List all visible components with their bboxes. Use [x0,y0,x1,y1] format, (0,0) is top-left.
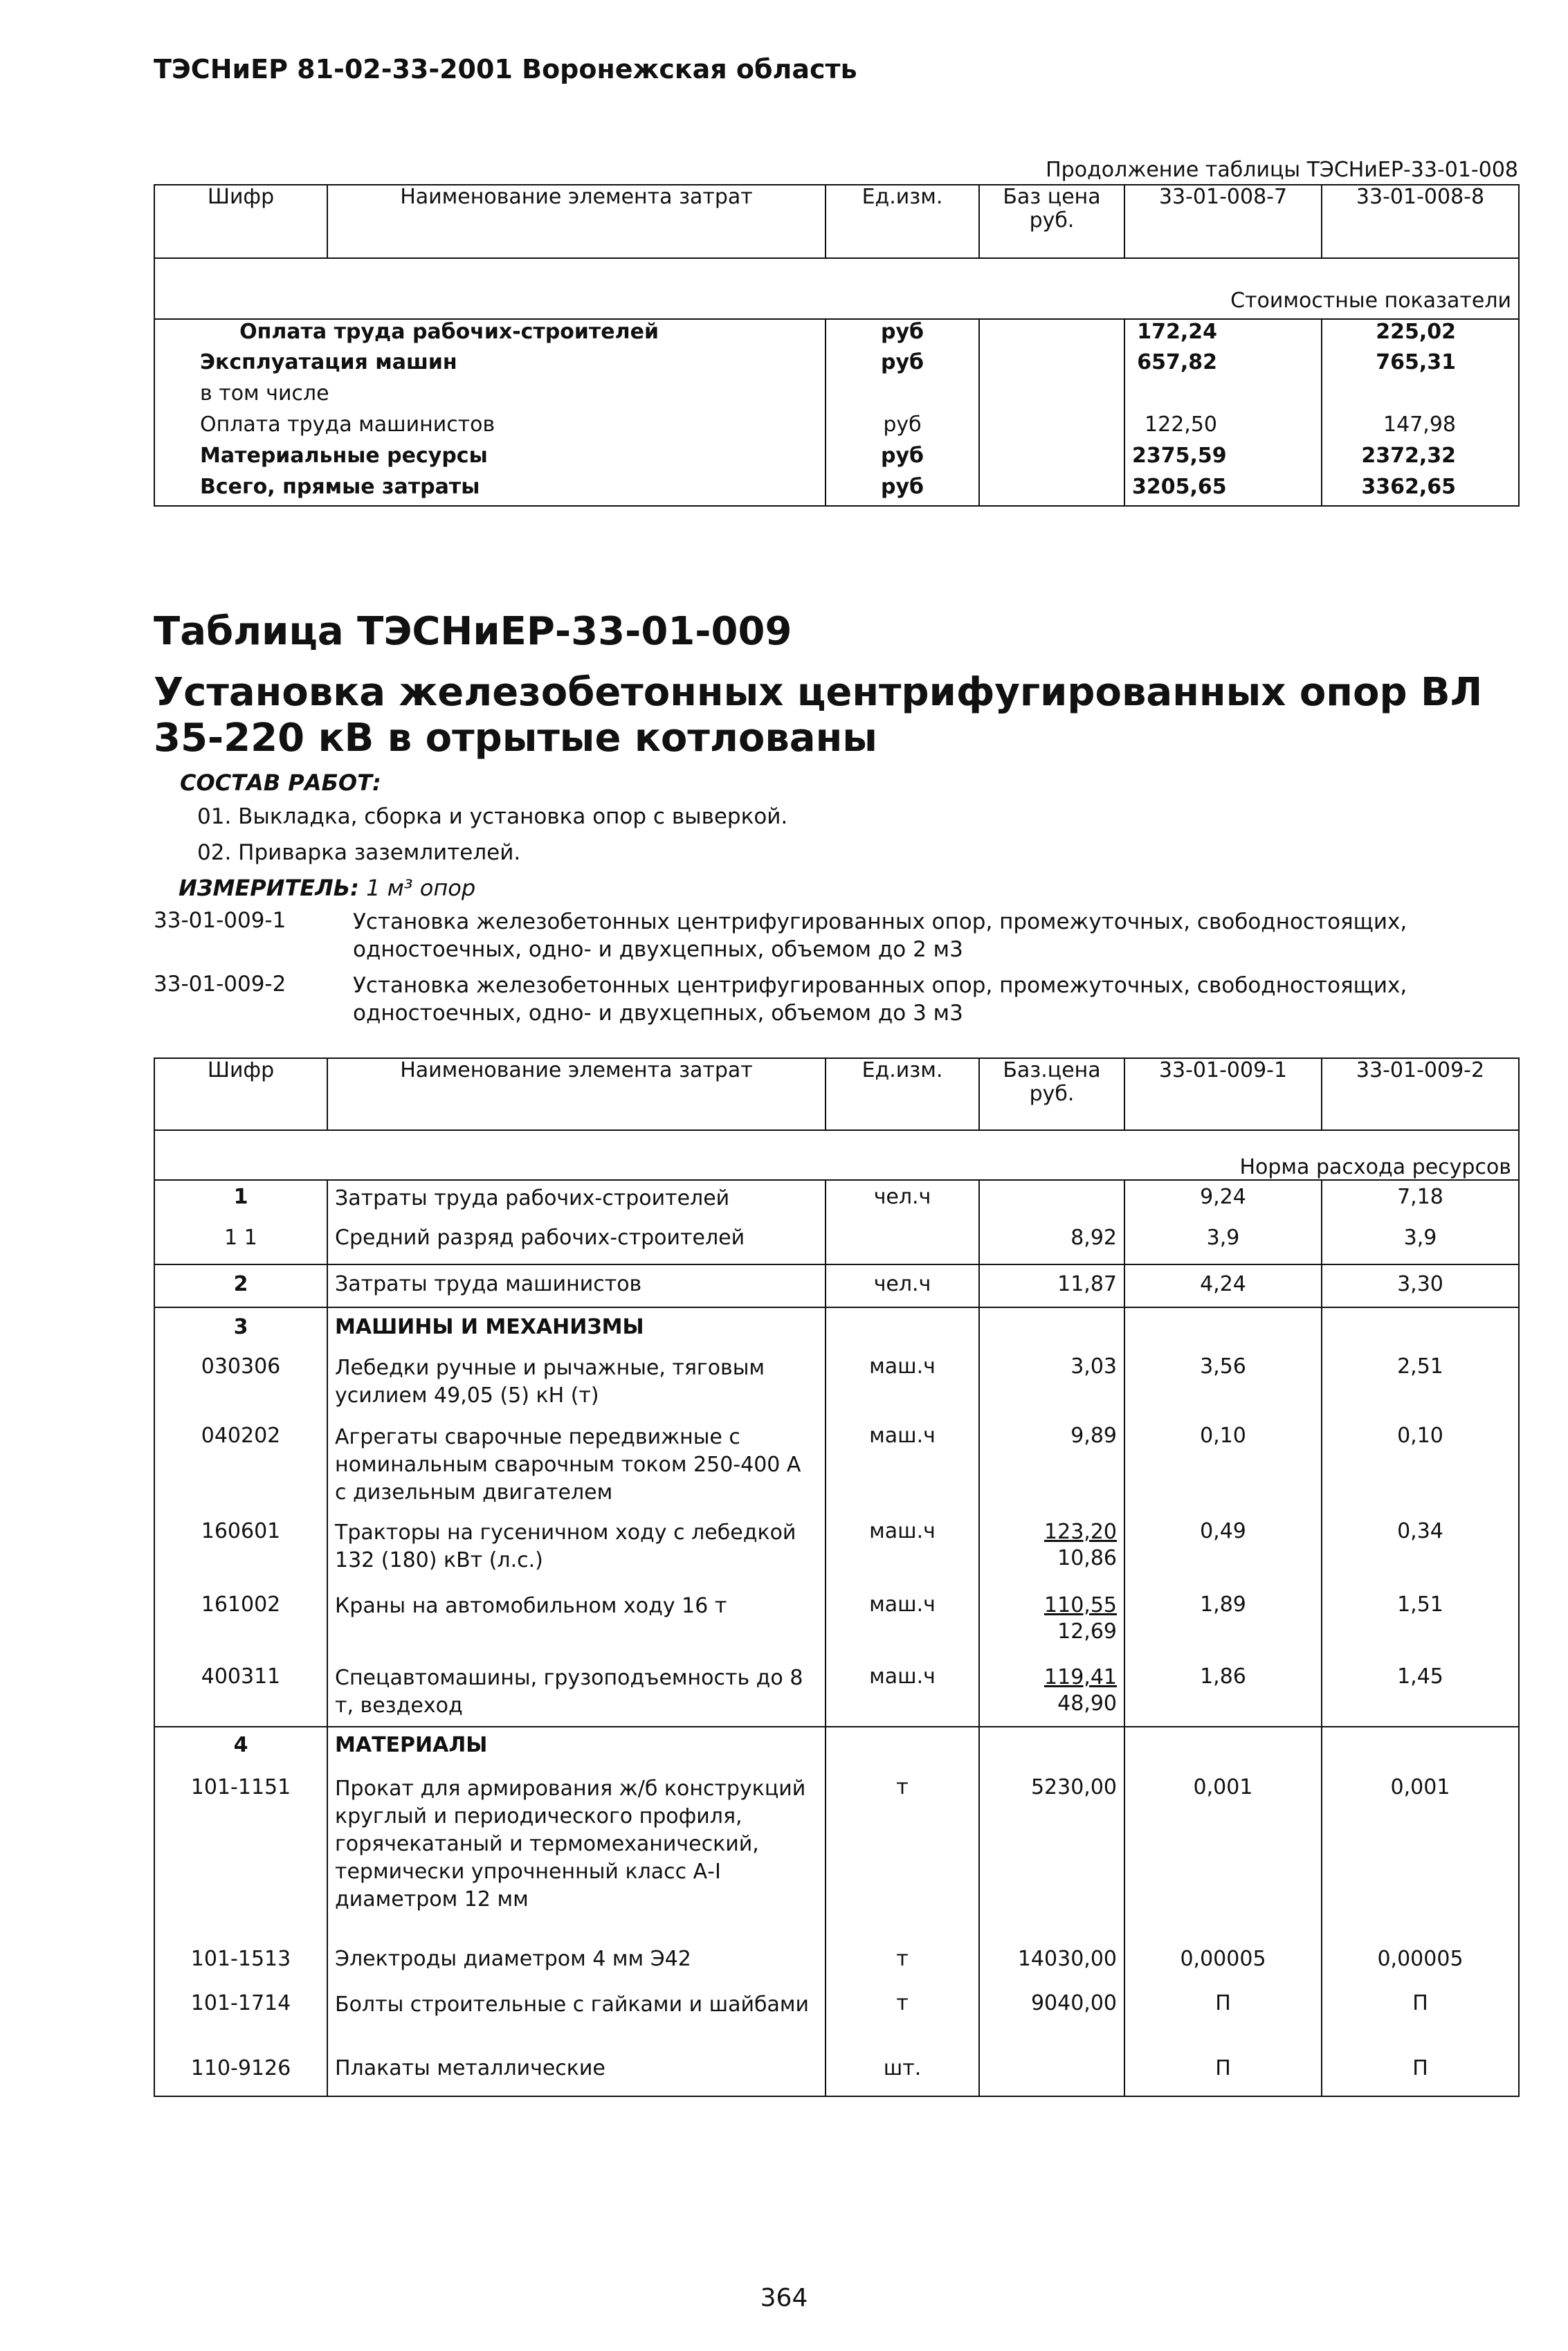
header-code: Шифр [154,185,327,258]
header-name: Наименование элемента затрат [327,185,826,258]
section-label: Норма расхода ресурсов [1124,1155,1519,1180]
table-row: 110-9126 Плакаты металлические шт. П П [154,2055,1519,2096]
measure-value: 1 м³ опор [366,875,476,901]
resource-norms-table [154,1058,1520,2097]
work-item: 02. Приварка заземлителей. [197,840,521,865]
table-row: 101-1513 Электроды диаметром 4 мм Э42 т 14030,00 0,00005 0,00005 [154,1944,1519,1988]
table-row: 400311 Спецавтомашины, грузоподъемность до 8 т, вездеход маш.ч 119,41 48,90 1,86 1,45 [154,1660,1519,1727]
document-header: ТЭСНиЕР 81-02-33-2001 Воронежская область [154,54,857,84]
rate-code: 33-01-009-1 [154,908,286,933]
table-row: в том числе [154,381,1519,412]
section-subtitle: Установка железобетонных центрифугированных опор ВЛ 35-220 кВ в отрытые котлованы [154,670,1483,761]
table-row: 040202 Агрегаты сварочные передвижные с номинальным сварочным током 250-400 А с дизельным двигателем маш.ч 9,89 0,10 0,10 [154,1419,1519,1516]
section-title: Таблица ТЭСНиЕР-33-01-009 [154,609,792,654]
table-row: 160601 Тракторы на гусеничном ходу с лебедкой 132 (180) кВт (л.с.) маш.ч 123,20 10,86 0,49 0,34 [154,1516,1519,1590]
header-col2: 33-01-008-8 [1322,185,1519,258]
table-row: 030306 Лебедки ручные и рычажные, тяговым усилием 49,05 (5) кН (т) маш.ч 3,03 3,56 2,51 [154,1349,1519,1419]
rate-description: Установка железобетонных центрифугированных опор, промежуточных, свободностоящих, одностоечных, одно- и двухцепных, объемом до 2 м3 [353,909,1407,962]
header-col1: 33-01-008-7 [1124,185,1322,258]
table-row: Оплата труда машинистов руб 122,50 147,98 [154,412,1519,444]
work-composition-label: СОСТАВ РАБОТ: [180,770,381,796]
table-row: 101-1151 Прокат для армирования ж/б конструкций круглый и периодического профиля, горячекатаный и термомеханический, термически упрочненный класс А-I диаметром 12 мм т 5230,00 0,001 0,001 [154,1771,1519,1944]
table-row: 1 Затраты труда рабочих-строителей чел.ч 9,24 7,18 [154,1180,1519,1219]
header-col1: 33-01-009-1 [1124,1058,1322,1130]
table-row: Всего, прямые затраты руб 3205,65 3362,65 [154,475,1519,506]
rate-description: Установка железобетонных центрифугированных опор, промежуточных, свободностоящих, одностоечных, одно- и двухцепных, объемом до 3 м3 [353,973,1407,1026]
page-number: 364 [760,2284,808,2312]
header-base-price: Баз.цена руб. [979,1058,1124,1130]
measure-label: ИЗМЕРИТЕЛЬ: [179,875,359,901]
cost-indicators-table [154,184,1520,507]
work-item: 01. Выкладка, сборка и установка опор с выверкой. [197,804,788,829]
table-continuation-caption: Продолжение таблицы ТЭСНиЕР-33-01-008 [1046,158,1518,182]
table-row: Оплата труда рабочих-строителей руб 172,24 225,02 [154,319,1519,350]
rate-code: 33-01-009-2 [154,972,286,997]
header-code: Шифр [154,1058,327,1130]
header-unit: Ед.изм. [826,185,979,258]
table-row: 2 Затраты труда машинистов чел.ч 11,87 4,24 3,30 [154,1264,1519,1307]
table-header-row [154,1058,1519,1130]
table-row: 101-1714 Болты строительные с гайками и шайбами т 9040,00 П П [154,1988,1519,2055]
header-base-price: Баз цена руб. [979,185,1124,258]
header-name: Наименование элемента затрат [327,1058,826,1130]
table-row: Материальные ресурсы руб 2375,59 2372,32 [154,444,1519,475]
measure-line [179,875,475,901]
header-unit: Ед.изм. [826,1058,979,1130]
table-row: 1 1 Средний разряд рабочих-строителей 8,92 3,9 3,9 [154,1219,1519,1264]
table-row: Эксплуатация машин руб 657,82 765,31 [154,350,1519,381]
table-row: 4 МАТЕРИАЛЫ [154,1727,1519,1771]
table-row: 161002 Краны на автомобильном ходу 16 т маш.ч 110,55 12,69 1,89 1,51 [154,1590,1519,1660]
table-row: 3 МАШИНЫ И МЕХАНИЗМЫ [154,1307,1519,1349]
header-col2: 33-01-009-2 [1322,1058,1519,1130]
table-header-row [154,185,1519,258]
section-label: Стоимостные показатели [1124,289,1519,319]
